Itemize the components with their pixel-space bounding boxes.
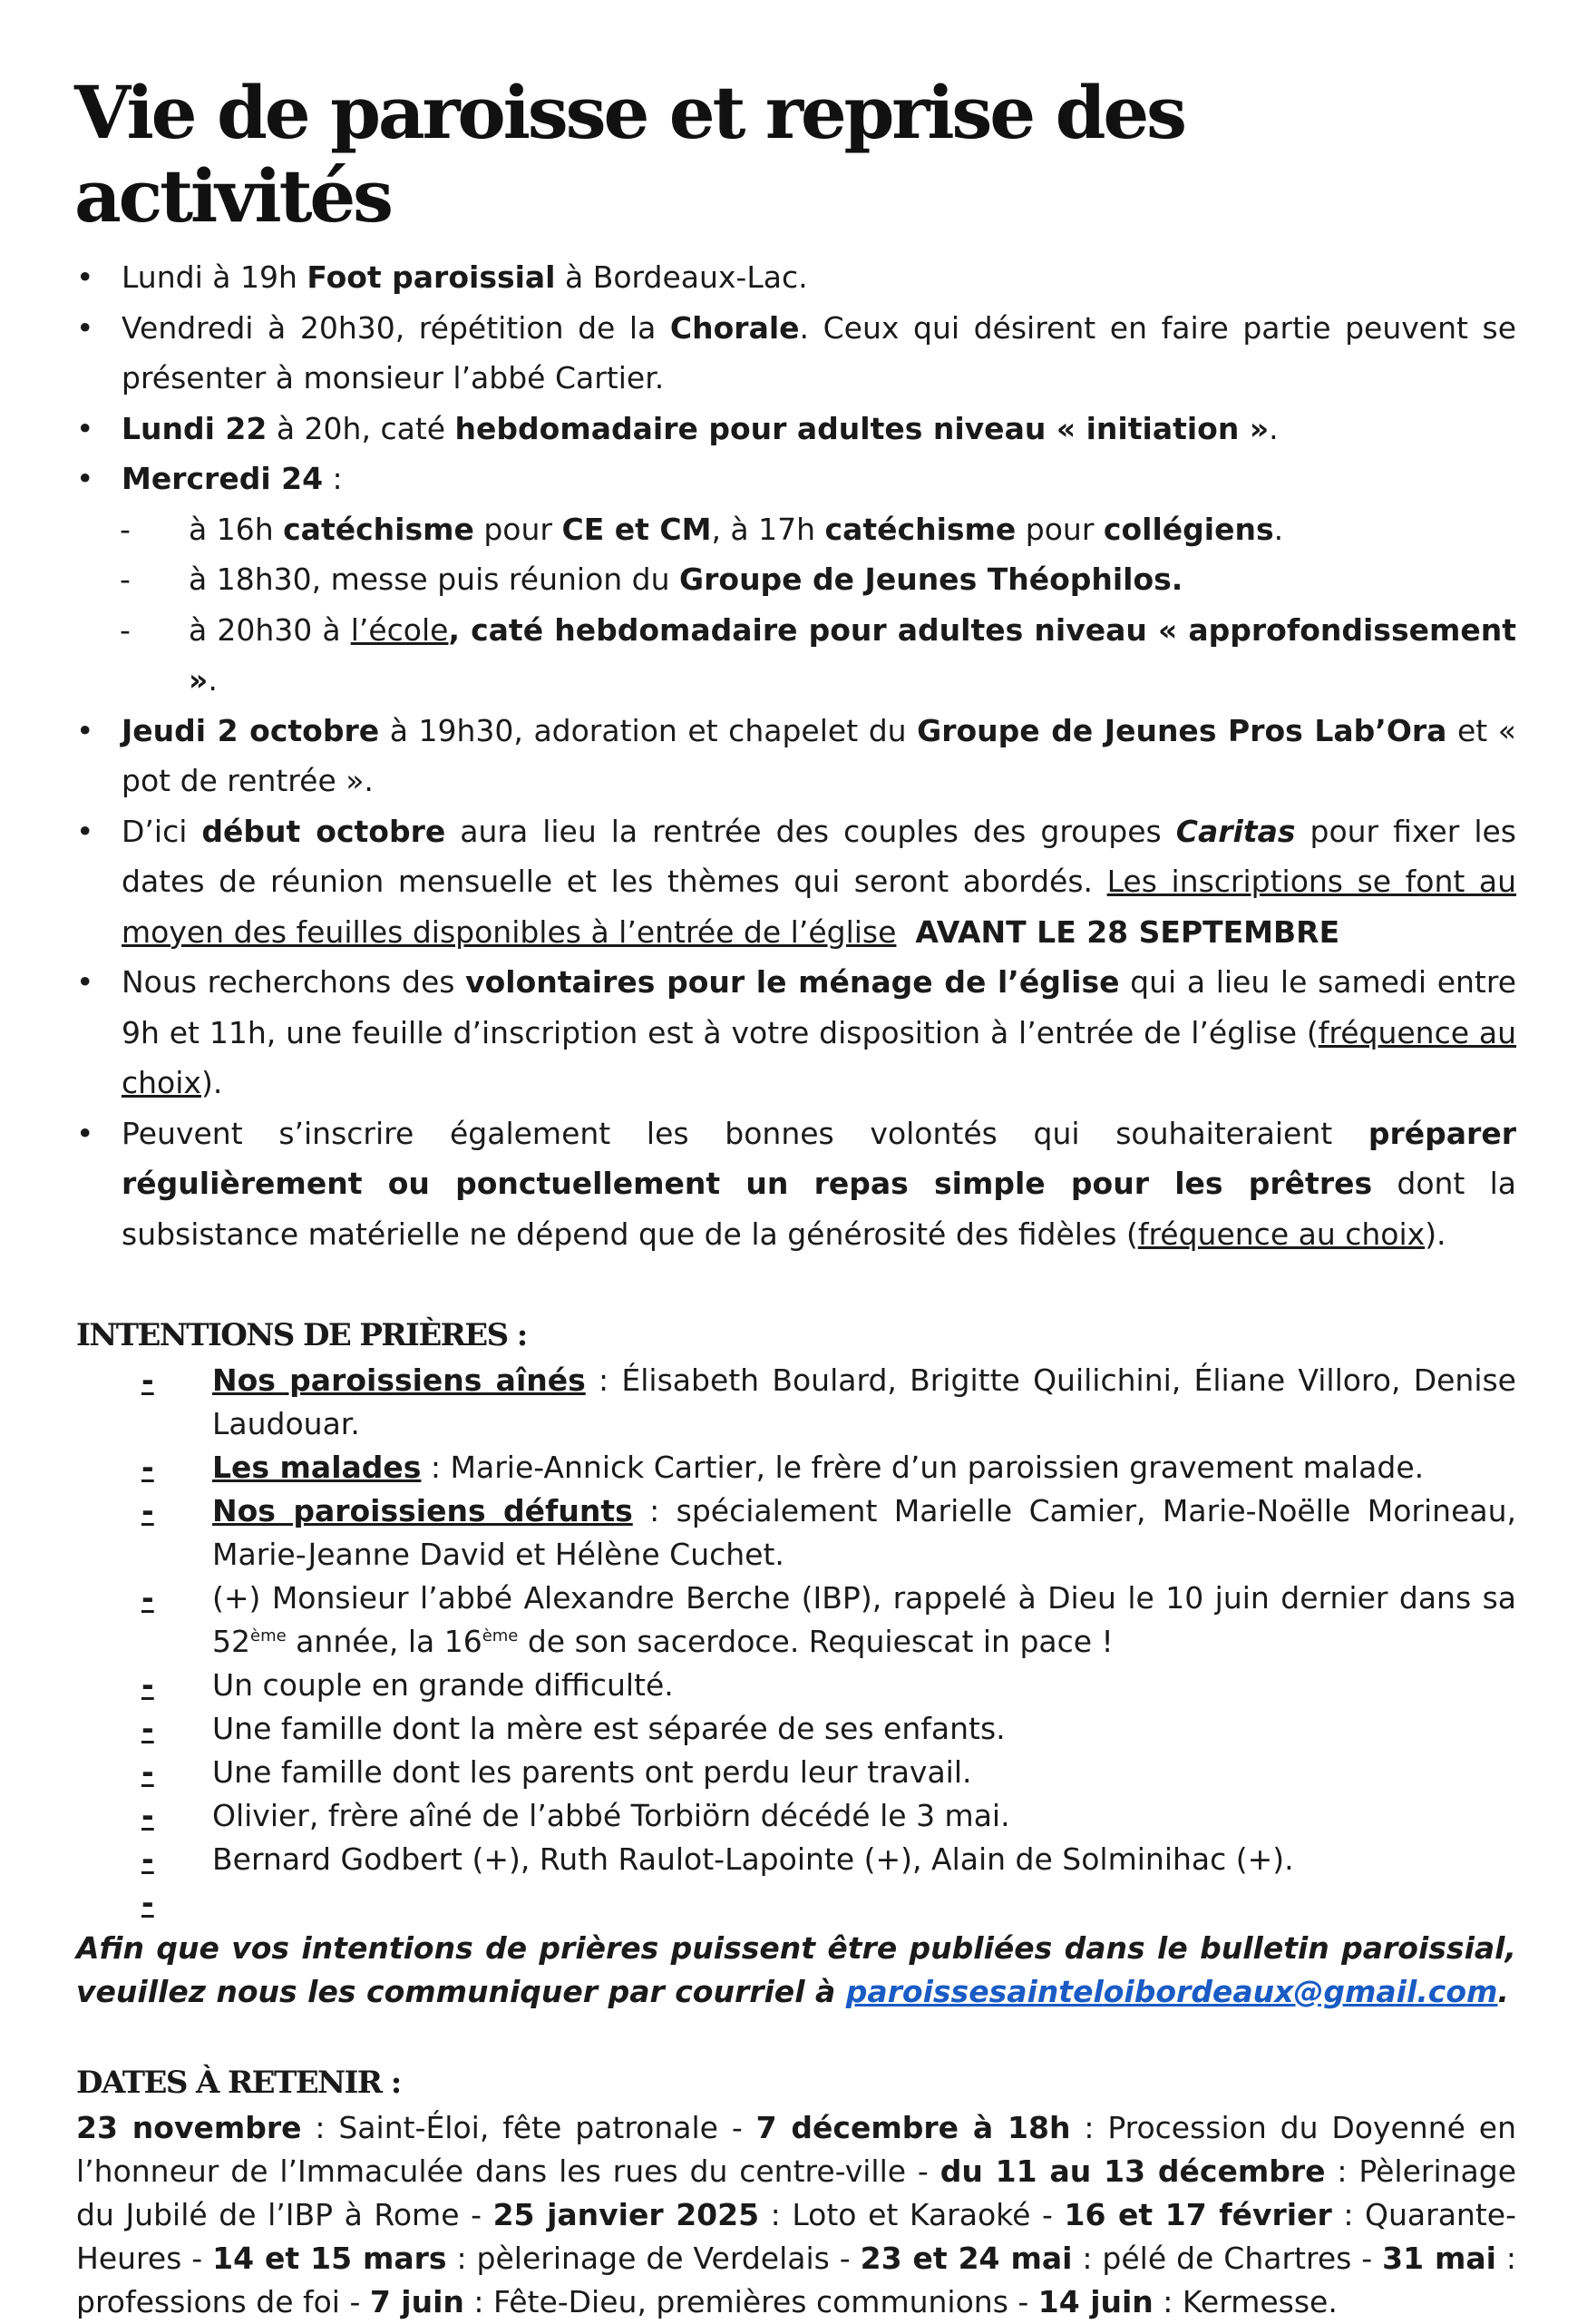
item-bold: début octobre xyxy=(201,813,446,849)
date-text: : professions de foi - xyxy=(76,2241,1516,2319)
date-text: : Fête-Dieu, premières communions - xyxy=(463,2284,1038,2319)
item-text: . xyxy=(1273,511,1284,547)
item-underlined: fréquence au choix xyxy=(1137,1216,1426,1252)
sub-item xyxy=(76,554,1516,605)
item-text: pour fixer les dates de réunion mensuelle et les thèmes qui seront abordés. xyxy=(122,813,1516,899)
date-text: : Kermesse. xyxy=(1153,2284,1338,2319)
list-item xyxy=(76,1577,1516,1664)
item-bold: préparer régulièrement ou ponctuellement un repas simple pour les prêtres xyxy=(122,1115,1516,1201)
list-item xyxy=(76,706,1516,806)
item-bold: Groupe de Jeunes Théophilos. xyxy=(679,561,1183,597)
item-text: Un couple en grande difficulté. xyxy=(212,1667,674,1703)
email-link[interactable]: paroissesainteloibordeaux@gmail.com xyxy=(845,1974,1498,2009)
item-text: et « pot de rentrée ». xyxy=(122,712,1516,798)
item-text: , à 17h xyxy=(711,511,825,547)
list-item xyxy=(76,252,1516,303)
date-bold: 23 novembre xyxy=(76,2110,302,2145)
list-item xyxy=(76,1664,1516,1707)
item-bold-underlined: Les malades xyxy=(212,1450,422,1485)
date-text: : Procession du Doyenné en l’honneur de l’Immaculée dans les rues du centre-ville - xyxy=(76,2110,1517,2189)
item-text: : Élisabeth Boulard, Brigitte Quilichini, Éliane Villoro, Denise Laudouar. xyxy=(212,1362,1516,1441)
dash-marker: - xyxy=(141,1493,154,1528)
item-text: Nous recherchons des xyxy=(122,964,466,1000)
intentions-heading: INTENTIONS DE PRIÈRES : xyxy=(76,1317,527,1353)
item-bold: AVANT LE 28 SEPTEMBRE xyxy=(915,913,1340,950)
item-text: dont la subsistance matérielle ne dépend que de la générosité des fidèles ( xyxy=(122,1166,1516,1252)
item-text: D’ici xyxy=(122,813,202,849)
item-text: Lundi à 19h xyxy=(122,259,307,295)
item-bold: catéchisme xyxy=(283,511,474,547)
page-title: Vie de paroisse et reprise des activités xyxy=(74,70,1184,239)
dash-marker: - xyxy=(141,1754,154,1790)
item-bold: Lundi 22 xyxy=(122,410,268,446)
list-item xyxy=(76,957,1516,1108)
date-bold: 14 et 15 mars xyxy=(212,2241,447,2276)
item-text: Olivier, frère aîné de l’abbé Torbiörn décédé le 3 mai. xyxy=(212,1798,1010,1833)
item-bold: catéchisme xyxy=(824,511,1017,547)
item-text: . xyxy=(208,662,218,698)
item-bold-underlined: Nos paroissiens aînés xyxy=(212,1362,586,1398)
list-item xyxy=(76,1359,1516,1446)
item-underlined: fréquence au choix xyxy=(122,1014,1517,1100)
item-bold-italic: Caritas xyxy=(1175,813,1296,849)
superscript: ème xyxy=(250,1626,287,1645)
intentions-note xyxy=(76,1927,1516,2014)
date-bold: 7 décembre à 18h xyxy=(755,2110,1071,2145)
list-item xyxy=(76,454,1516,706)
item-text: : spécialement Marielle Camier, Marie-Noëlle Morineau, Marie-Jeanne David et Hélène Cuchet. xyxy=(212,1493,1516,1572)
list-item xyxy=(76,404,1516,454)
dash-marker: - xyxy=(141,1667,154,1703)
item-text: Bernard Godbert (+), Ruth Raulot-Lapointe (+), Alain de Solminihac (+). xyxy=(212,1841,1294,1877)
item-text: Peuvent s’inscrire également les bonnes volontés qui souhaiteraient xyxy=(122,1115,1368,1151)
item-bold: CE et CM xyxy=(561,511,712,547)
item-text: à 19h30, adoration et chapelet du xyxy=(379,712,918,748)
list-item xyxy=(76,303,1516,404)
item-text: Vendredi à 20h30, répétition de la xyxy=(122,309,670,346)
date-bold: 31 mai xyxy=(1382,2241,1496,2276)
item-bold: Chorale xyxy=(669,309,800,346)
item-text: pour xyxy=(1016,511,1104,547)
item-text: . xyxy=(1269,410,1279,446)
date-bold: 14 juin xyxy=(1037,2284,1154,2319)
sub-item xyxy=(76,504,1516,555)
date-bold: 7 juin xyxy=(369,2284,464,2319)
date-bold: 23 et 24 mai xyxy=(860,2241,1073,2276)
date-text: : Quarante-Heures - xyxy=(76,2197,1516,2276)
dash-marker: - xyxy=(141,1362,154,1398)
list-item xyxy=(76,1707,1516,1751)
superscript: ème xyxy=(482,1626,519,1645)
item-text: Une famille dont les parents ont perdu leur travail. xyxy=(212,1754,972,1790)
item-text: aura lieu la rentrée des couples des groupes xyxy=(445,813,1176,849)
item-text: à 18h30, messe puis réunion du xyxy=(189,561,680,597)
item-text: . Ceux qui désirent en faire partie peuvent se présenter à monsieur l’abbé Cartier. xyxy=(122,309,1517,395)
date-bold: du 11 au 13 décembre xyxy=(940,2153,1326,2189)
item-text: à Bordeaux-Lac. xyxy=(555,259,808,295)
dates-section xyxy=(76,2063,1516,2324)
item-bold: collégiens xyxy=(1103,511,1274,547)
dates-paragraph xyxy=(76,2106,1516,2324)
note-text: . xyxy=(1497,1974,1509,2009)
item-underlined: l’école xyxy=(350,611,449,648)
item-text: ). xyxy=(200,1065,223,1100)
dash-marker: - xyxy=(141,1885,154,1920)
intentions-section xyxy=(76,1315,1516,2014)
item-bold: , caté hebdomadaire pour adultes niveau « approfondissement » xyxy=(189,611,1516,698)
item-text: Une famille dont la mère est séparée de ses enfants. xyxy=(212,1711,1006,1746)
item-bold: volontaires pour le ménage de l’église xyxy=(465,964,1120,1000)
dash-marker: - xyxy=(141,1798,154,1833)
item-text: de son sacerdoce. Requiescat in pace ! xyxy=(518,1624,1114,1659)
item-text: : xyxy=(323,461,343,496)
list-item xyxy=(76,1446,1516,1489)
date-text: : Pèlerinage du Jubilé de l’IBP à Rome - xyxy=(76,2153,1516,2232)
item-text: année, la 16 xyxy=(286,1624,482,1659)
item-text: à 16h xyxy=(189,511,284,547)
list-item xyxy=(76,1108,1516,1260)
dash-marker: - xyxy=(141,1450,154,1485)
item-bold: Mercredi 24 xyxy=(122,461,324,496)
date-bold: 16 et 17 février xyxy=(1064,2197,1332,2232)
item-bold: Groupe de Jeunes Pros Lab’Ora xyxy=(917,712,1447,748)
item-underlined: Les inscriptions se font au moyen des feuilles disponibles à l’entrée de l’église xyxy=(122,864,1517,950)
item-text: pour xyxy=(473,511,562,547)
dates-heading: DATES À RETENIR : xyxy=(76,2065,401,2101)
list-item xyxy=(76,806,1516,958)
date-text: : pèlerinage de Verdelais - xyxy=(446,2241,861,2276)
date-bold: 25 janvier 2025 xyxy=(492,2197,760,2232)
date-text: : Saint-Éloi, fête patronale - xyxy=(301,2110,756,2145)
activities-list xyxy=(76,252,1516,1259)
intentions-list xyxy=(76,1359,1516,1925)
item-bold: Jeudi 2 octobre xyxy=(122,712,380,748)
dash-marker: - xyxy=(141,1580,154,1616)
list-item-empty xyxy=(76,1881,1516,1925)
item-text: : Marie-Annick Cartier, le frère d’un paroissien gravement malade. xyxy=(421,1450,1425,1485)
list-item xyxy=(76,1838,1516,1881)
item-text: à 20h30 à xyxy=(189,611,351,648)
sub-item xyxy=(76,605,1516,706)
dash-marker: - xyxy=(141,1711,154,1746)
date-text: : Loto et Karaoké - xyxy=(759,2197,1065,2232)
list-item xyxy=(76,1794,1516,1838)
date-text: : pélé de Chartres - xyxy=(1072,2241,1383,2276)
list-item xyxy=(76,1751,1516,1794)
item-bold-underlined: Nos paroissiens défunts xyxy=(212,1493,633,1528)
bulletin-page xyxy=(76,71,1516,2324)
sub-list xyxy=(76,504,1516,706)
list-item xyxy=(76,1489,1516,1577)
item-bold: Foot paroissial xyxy=(307,259,556,295)
note-text: Afin que vos intentions de prières puissent être publiées dans le bulletin paroissial, veuillez nous les communiquer par courriel à xyxy=(76,1930,1516,2009)
dash-marker: - xyxy=(141,1841,154,1877)
item-text: ). xyxy=(1425,1216,1446,1252)
item-text: à 20h, caté xyxy=(267,410,455,446)
item-bold: hebdomadaire pour adultes niveau « initiation » xyxy=(454,410,1270,446)
item-text: (+) Monsieur l’abbé Alexandre Berche (IBP), rappelé à Dieu le 10 juin dernier dans sa 52 xyxy=(212,1580,1516,1659)
item-text: qui a lieu le samedi entre 9h et 11h, une feuille d’inscription est à votre disposition à l’entrée de l’église ( xyxy=(122,964,1517,1050)
